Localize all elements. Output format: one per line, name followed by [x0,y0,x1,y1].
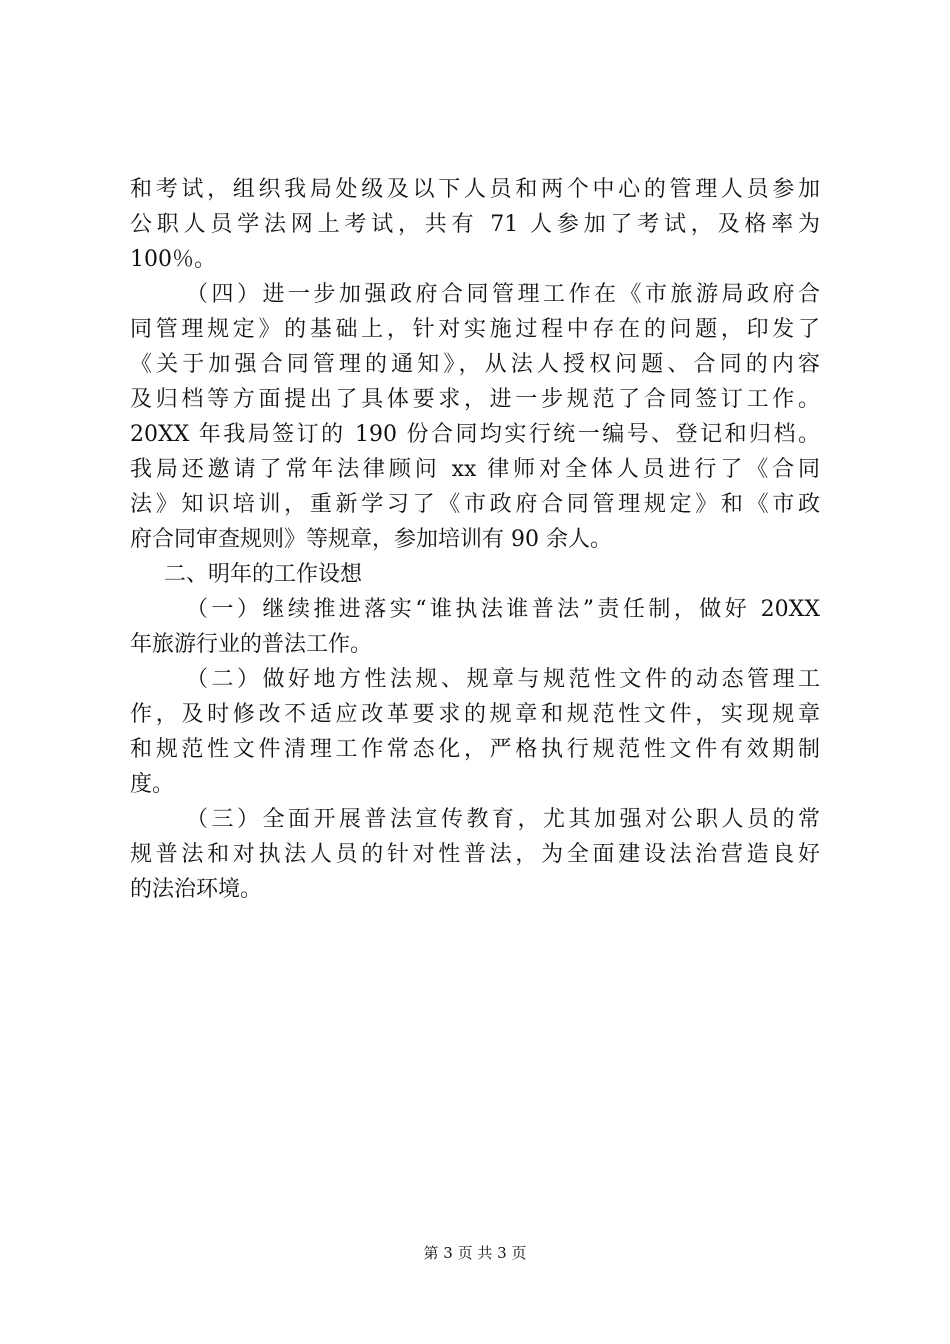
text-line: 规普法和对执法人员的针对性普法，为全面建设法治营造良好 [130,842,820,867]
paragraph-4-heading: （四）进一步加强政府合同管理工作在《市旅游局政府合 [186,282,820,307]
item-2: （二）做好地方性法规、规章与规范性文件的动态管理工 [186,667,820,692]
text-line: 《关于加强合同管理的通知》，从法人授权问题、合同的内容 [130,352,820,377]
document-body [130,172,820,907]
text-line: 我局还邀请了常年法律顾问 xx 律师对全体人员进行了《合同 [130,457,820,482]
text-line: 和考试，组织我局处级及以下人员和两个中心的管理人员参加 [130,177,820,202]
text-line: 及归档等方面提出了具体要求，进一步规范了合同签订工作。 [130,387,820,412]
text-line: 20XX 年我局签订的 190 份合同均实行统一编号、登记和归档。 [130,422,820,447]
text-line: 和规范性文件清理工作常态化，严格执行规范性文件有效期制 [130,737,820,762]
text-line: 同管理规定》的基础上，针对实施过程中存在的问题，印发了 [130,317,820,342]
text-line: 100％。 [130,247,216,272]
text-line: 公职人员学法网上考试，共有 71 人参加了考试，及格率为 [130,212,820,237]
text-line: 作，及时修改不适应改革要求的规章和规范性文件，实现规章 [130,702,820,727]
item-1: （一）继续推进落实“谁执法谁普法”责任制，做好 20XX [186,597,820,622]
text-line: 年旅游行业的普法工作。 [130,632,373,657]
section-heading: 二、明年的工作设想 [164,562,363,587]
item-3: （三）全面开展普法宣传教育，尤其加强对公职人员的常 [186,807,820,832]
text-line: 府合同审查规则》等规章，参加培训有 90 余人。 [130,527,612,552]
text-line: 法》知识培训，重新学习了《市政府合同管理规定》和《市政 [130,492,820,517]
text-line: 度。 [130,772,175,797]
page-number-footer: 第 3 页 共 3 页 [423,1244,527,1262]
text-line: 的法治环境。 [130,877,263,902]
